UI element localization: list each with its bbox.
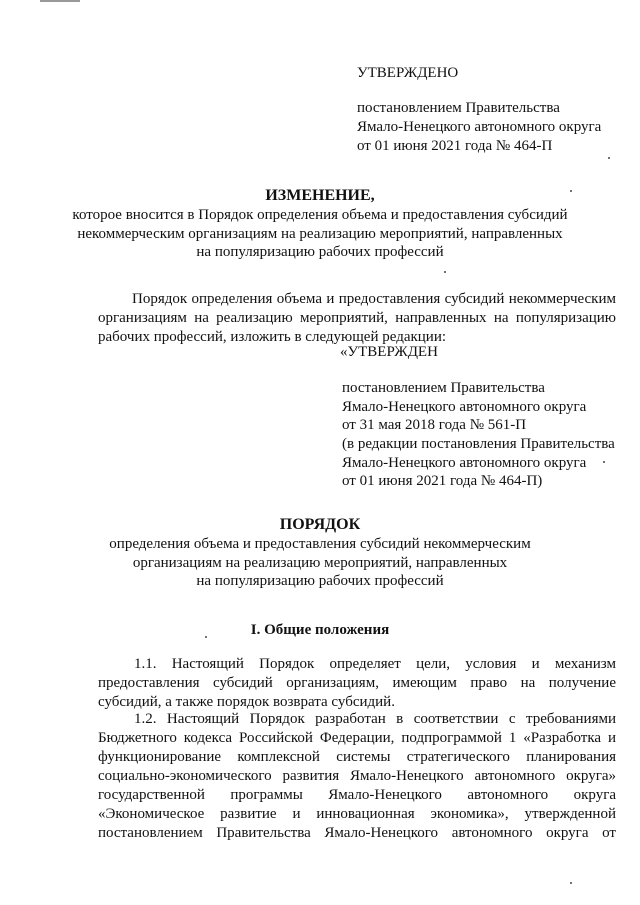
paragraph-line: 1.1. Настоящий Порядок определяет цели, условия и механизм: [134, 656, 616, 672]
paragraph-1-2: [98, 710, 616, 843]
intro-line: Порядок определения объема и предоставления субсидий некоммерческим: [132, 291, 616, 307]
paragraph-line: «Экономическое развитие и инновационная экономика», утвержденной: [98, 806, 616, 822]
intro-line: рабочих профессий, изложить в следующей редакции:: [98, 329, 447, 345]
intro-line: организациям на реализацию мероприятий, направленных на популяризацию: [98, 310, 616, 326]
approval2-line: от 31 мая 2018 года № 561-П: [342, 417, 527, 433]
order-subtitle-line: организациям на реализацию мероприятий, направленных: [132, 555, 508, 571]
paragraph-line: постановлением Правительства Ямало-Ненецкого автономного округа от: [98, 825, 616, 841]
approval-line: Ямало-Ненецкого автономного округа: [357, 119, 602, 135]
change-heading: ИЗМЕНЕНИЕ,: [265, 187, 375, 204]
paragraph-line: субсидий, а также порядок возврата субсидий.: [98, 694, 395, 710]
scan-speck: [603, 461, 605, 463]
intro-paragraph: [98, 309, 616, 328]
scan-speck: [570, 190, 572, 192]
change-subtitle-line: которое вносится в Порядок определения объема и предоставления субсидий: [72, 207, 568, 223]
approval-line: от 01 июня 2021 года № 464-П: [357, 138, 553, 154]
intro-paragraph: [98, 290, 616, 309]
scan-speck: [444, 271, 446, 273]
change-subtitle-line: на популяризацию рабочих профессий: [196, 244, 444, 260]
approval-line: постановлением Правительства: [357, 100, 560, 116]
paragraph-line: государственной программы Ямало-Ненецкого автономного округа: [98, 787, 616, 803]
paragraph-line: предоставления субсидий организациям, имеющим право на получение: [98, 675, 616, 691]
approval2-line: Ямало-Ненецкого автономного округа: [342, 399, 587, 415]
scan-speck: [570, 882, 572, 884]
approval2-line: от 01 июня 2021 года № 464-П): [342, 473, 543, 489]
scan-speck: [608, 157, 610, 159]
order-heading: ПОРЯДОК: [279, 516, 361, 533]
approval-title: УТВЕРЖДЕНО: [357, 65, 459, 81]
section-heading: I. Общие положения: [250, 622, 390, 638]
order-subtitle-line: на популяризацию рабочих профессий: [196, 573, 444, 589]
approval2-line: (в редакции постановления Правительства: [342, 436, 615, 452]
paragraph-line: социально-экономического развития Ямало-Ненецкого автономного округа»: [98, 768, 616, 784]
order-subtitle-line: определения объема и предоставления субсидий некоммерческим: [109, 536, 531, 552]
paragraph-line: 1.2. Настоящий Порядок разработан в соответствии с требованиями: [134, 711, 616, 727]
paragraph-line: Бюджетного кодекса Российской Федерации, подпрограммой 1 «Разработка и: [98, 730, 616, 746]
paragraph-line: функционирование комплексной системы стратегического планирования: [98, 749, 616, 765]
paragraph-1-1: [98, 655, 616, 712]
change-subtitle-line: некоммерческим организациям на реализацию мероприятий, направленных: [77, 226, 563, 242]
approval2-title: «УТВЕРЖДЕН: [340, 344, 438, 360]
approval2-line: постановлением Правительства: [342, 380, 545, 396]
approval2-line: Ямало-Ненецкого автономного округа: [342, 455, 587, 471]
scan-speck: [205, 636, 207, 638]
scan-edge-mark: [40, 0, 80, 2]
